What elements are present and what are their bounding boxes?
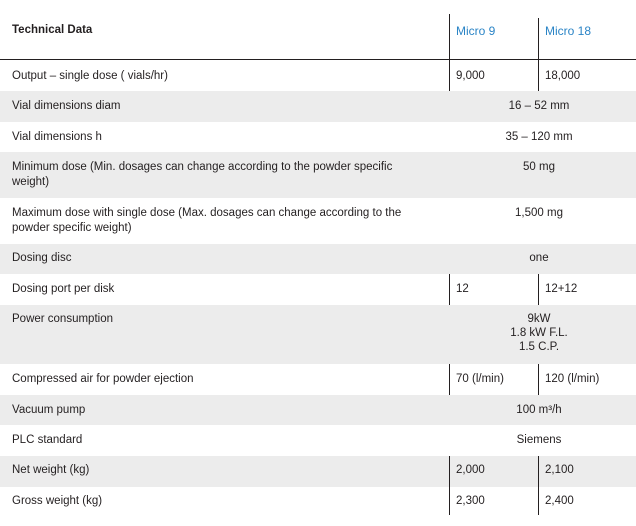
cell-divider: [538, 456, 539, 487]
row-label-maximum-dose: Maximum dose with single dose (Max. dosages can change according to the: [12, 207, 402, 219]
cell-micro-18: 2,400: [545, 495, 574, 507]
table-row: [0, 274, 636, 305]
row-label-output: Output – single dose ( vials/hr): [12, 70, 168, 82]
row-label-maximum-dose-line2: powder specific weight): [12, 222, 132, 234]
cell-divider: [538, 60, 539, 91]
table-row: [0, 305, 636, 364]
column-header-micro-9: Micro 9: [456, 24, 496, 38]
cell-shared-line3: 1.5 C.P.: [518, 341, 560, 353]
cell-divider: [449, 274, 450, 305]
row-label-vial-height: Vial dimensions h: [12, 131, 102, 143]
row-label-minimum-dose-line2: weight): [12, 176, 50, 188]
cell-shared: 50 mg: [523, 161, 555, 173]
row-label-minimum-dose: Minimum dose (Min. dosages can change according to the powder specific: [12, 161, 393, 173]
cell-micro-9: 70 (l/min): [456, 373, 504, 385]
cell-micro-18: 2,100: [545, 464, 574, 476]
row-label-dosing-disc: Dosing disc: [12, 252, 72, 264]
cell-shared: 35 – 120 mm: [505, 131, 573, 143]
row-label-compressed-air: Compressed air for powder ejection: [12, 373, 194, 385]
cell-divider: [449, 364, 450, 395]
table-row: [0, 487, 636, 519]
column-header-micro-18: Micro 18: [545, 24, 592, 38]
cell-shared: 100 m³/h: [516, 404, 562, 416]
cell-shared: Siemens: [516, 434, 562, 446]
table-row: [0, 91, 636, 122]
table-row: [0, 425, 636, 456]
cell-divider: [449, 487, 450, 515]
cell-divider: [538, 487, 539, 515]
row-label-gross-weight: Gross weight (kg): [12, 495, 103, 507]
cell-divider: [538, 364, 539, 395]
table-row: [0, 60, 636, 91]
table-row: [0, 395, 636, 425]
cell-shared: 1,500 mg: [515, 207, 563, 219]
header-divider-left: [449, 14, 450, 60]
table-title: Technical Data: [12, 24, 93, 36]
cell-shared-line2: 1.8 kW F.L.: [510, 327, 568, 339]
row-label-dosing-port: Dosing port per disk: [12, 283, 115, 295]
table-row: [0, 122, 636, 152]
table-row: [0, 152, 636, 198]
cell-shared-line1: 9kW: [527, 313, 551, 325]
row-label-net-weight: Net weight (kg): [12, 464, 90, 476]
cell-micro-18: 120 (l/min): [545, 373, 600, 385]
cell-shared: one: [529, 252, 549, 264]
cell-micro-9: 12: [456, 283, 469, 295]
cell-micro-9: 2,000: [456, 464, 485, 476]
cell-divider: [449, 60, 450, 91]
cell-micro-9: 9,000: [456, 70, 485, 82]
table-row: [0, 364, 636, 395]
row-label-power-consumption: Power consumption: [12, 313, 113, 325]
cell-micro-18: 12+12: [545, 283, 578, 295]
header-divider-right: [538, 18, 539, 60]
row-label-vacuum-pump: Vacuum pump: [12, 404, 86, 416]
cell-divider: [538, 274, 539, 305]
cell-micro-18: 18,000: [545, 70, 581, 82]
cell-divider: [449, 456, 450, 487]
table-row: [0, 456, 636, 487]
table-row: [0, 244, 636, 274]
row-label-vial-diam: Vial dimensions diam: [12, 100, 121, 112]
table-row: [0, 198, 636, 244]
cell-micro-9: 2,300: [456, 495, 485, 507]
row-label-plc-standard: PLC standard: [12, 434, 83, 446]
cell-shared: 16 – 52 mm: [508, 100, 570, 112]
